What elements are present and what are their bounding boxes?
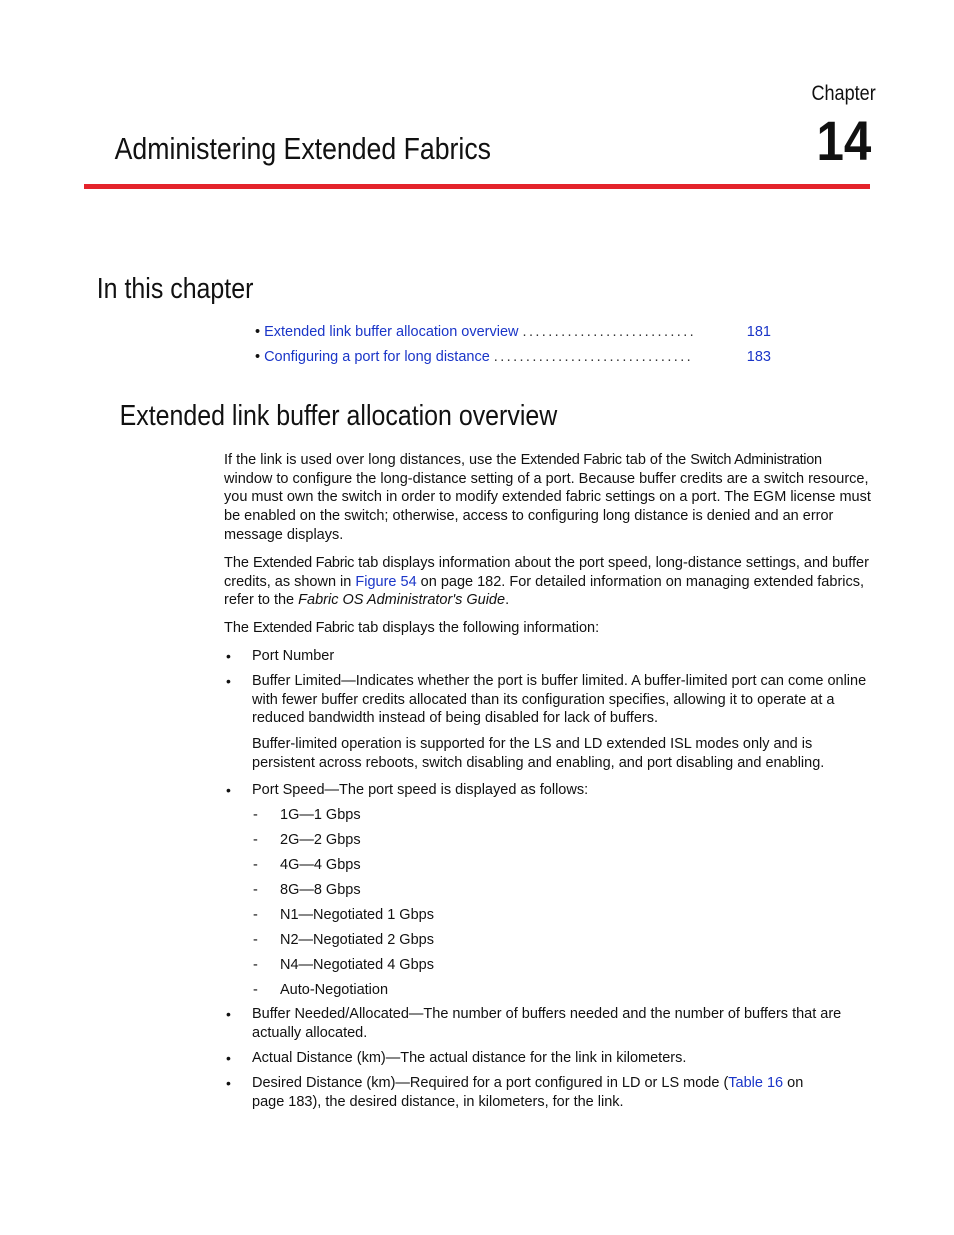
text-run: Desired Distance (km)—Required for a port configured in LD or LS mode ( xyxy=(252,1075,729,1091)
dash-marker: - xyxy=(253,832,258,848)
list-item-desired-distance xyxy=(252,1074,822,1111)
bullet-marker: • xyxy=(226,782,231,798)
speed-item: Auto-Negotiation xyxy=(280,982,389,998)
dash-marker: - xyxy=(253,932,258,948)
toc-page-link[interactable]: 183 xyxy=(746,349,771,365)
speed-item: 4G—4 Gbps xyxy=(280,857,361,873)
section-heading: Extended link buffer allocation overview xyxy=(119,400,558,432)
toc-leader: ............................... xyxy=(493,349,694,365)
text-run: on page 183), the desired distance, in kilometers, for the link. xyxy=(252,1075,804,1110)
guide-title: Fabric OS Administrator's Guide xyxy=(298,592,506,609)
toc-page-link[interactable]: 181 xyxy=(746,324,771,340)
chapter-label: Chapter xyxy=(811,82,876,105)
text-run: The xyxy=(224,555,254,571)
ui-term: Extended Fabric xyxy=(253,620,355,636)
text-run: tab displays the following information: xyxy=(354,620,600,636)
bullet-marker: • xyxy=(226,673,231,689)
list-item-buffer-limited-note: Buffer-limited operation is supported for the LS and LD extended ISL modes only and is persistent across reboots, switch disabling and enabling, and port disabling and enabling. xyxy=(252,736,825,771)
list-item-port-number: Port Number xyxy=(252,648,335,664)
text-run: . xyxy=(505,592,510,609)
toc-entry[interactable] xyxy=(255,347,771,367)
text-run: window to configure the long-distance setting of a port. Because buffer credits are a switch resource, you must own the switch in order to modify extended fabric settings on a port. The EGM license must be enabled on the switch; otherwise, access to configuring long distance is denied and an error message displays. xyxy=(224,470,871,543)
chapter-number: 14 xyxy=(816,109,871,172)
chapter-rule xyxy=(84,184,870,189)
dash-marker: - xyxy=(253,957,258,973)
speed-item: 2G—2 Gbps xyxy=(280,832,361,848)
speed-item: 8G—8 Gbps xyxy=(280,882,361,898)
toc-bullet: • xyxy=(255,324,261,340)
toc-link[interactable]: Configuring a port for long distance xyxy=(264,349,490,365)
toc-link[interactable]: Extended link buffer allocation overview xyxy=(264,324,519,340)
list-item-port-speed: Port Speed—The port speed is displayed as follows: xyxy=(252,782,589,798)
ui-term: Extended Fabric xyxy=(253,555,355,571)
text-run: on page 182. For detailed information on managing extended fabrics, refer to the xyxy=(224,573,865,609)
ui-term: Switch Administration xyxy=(690,452,822,468)
bullet-marker: • xyxy=(226,1075,231,1091)
table-link[interactable]: Table 16 xyxy=(728,1075,784,1091)
dash-marker: - xyxy=(253,807,258,823)
toc-leader: ........................... xyxy=(522,324,697,340)
bullet-marker: • xyxy=(226,1050,231,1066)
chapter-title: Administering Extended Fabrics xyxy=(114,131,492,166)
dash-marker: - xyxy=(253,982,258,998)
toc-heading: In this chapter xyxy=(96,273,254,305)
bullet-marker: • xyxy=(226,648,231,664)
list-item-buffer-needed: Buffer Needed/Allocated—The number of buffers needed and the number of buffers that are actually allocated. xyxy=(252,1006,842,1041)
paragraph-list-intro xyxy=(224,619,872,638)
speed-item: 1G—1 Gbps xyxy=(280,807,361,823)
text-run: tab displays information about the port speed, long-distance settings, and buffer credits, as shown in xyxy=(224,555,869,590)
list-item-actual-distance: Actual Distance (km)—The actual distance for the link in kilometers. xyxy=(252,1050,687,1066)
dash-marker: - xyxy=(253,907,258,923)
toc-bullet: • xyxy=(255,349,261,365)
dash-marker: - xyxy=(253,882,258,898)
figure-link[interactable]: Figure 54 xyxy=(355,573,417,590)
text-run: If the link is used over long distances, use the xyxy=(224,452,521,468)
speed-item: N2—Negotiated 2 Gbps xyxy=(280,932,434,948)
speed-item: N4—Negotiated 4 Gbps xyxy=(280,957,434,973)
text-run: The xyxy=(224,620,254,636)
text-run: tab of the xyxy=(621,452,691,468)
dash-marker: - xyxy=(253,857,258,873)
bullet-marker: • xyxy=(226,1006,231,1022)
paragraph-overview xyxy=(224,554,872,610)
paragraph-intro xyxy=(224,451,872,545)
speed-item: N1—Negotiated 1 Gbps xyxy=(280,907,434,923)
toc-entry[interactable] xyxy=(255,322,771,342)
list-item-buffer-limited: Buffer Limited—Indicates whether the port is buffer limited. A buffer-limited port can come online with fewer buffer credits allocated than its configuration specifies, allowing it to operate at a reduced bandwidth instead of being disabled for lack of buffers. xyxy=(252,673,867,727)
ui-term: Extended Fabric xyxy=(520,452,622,468)
